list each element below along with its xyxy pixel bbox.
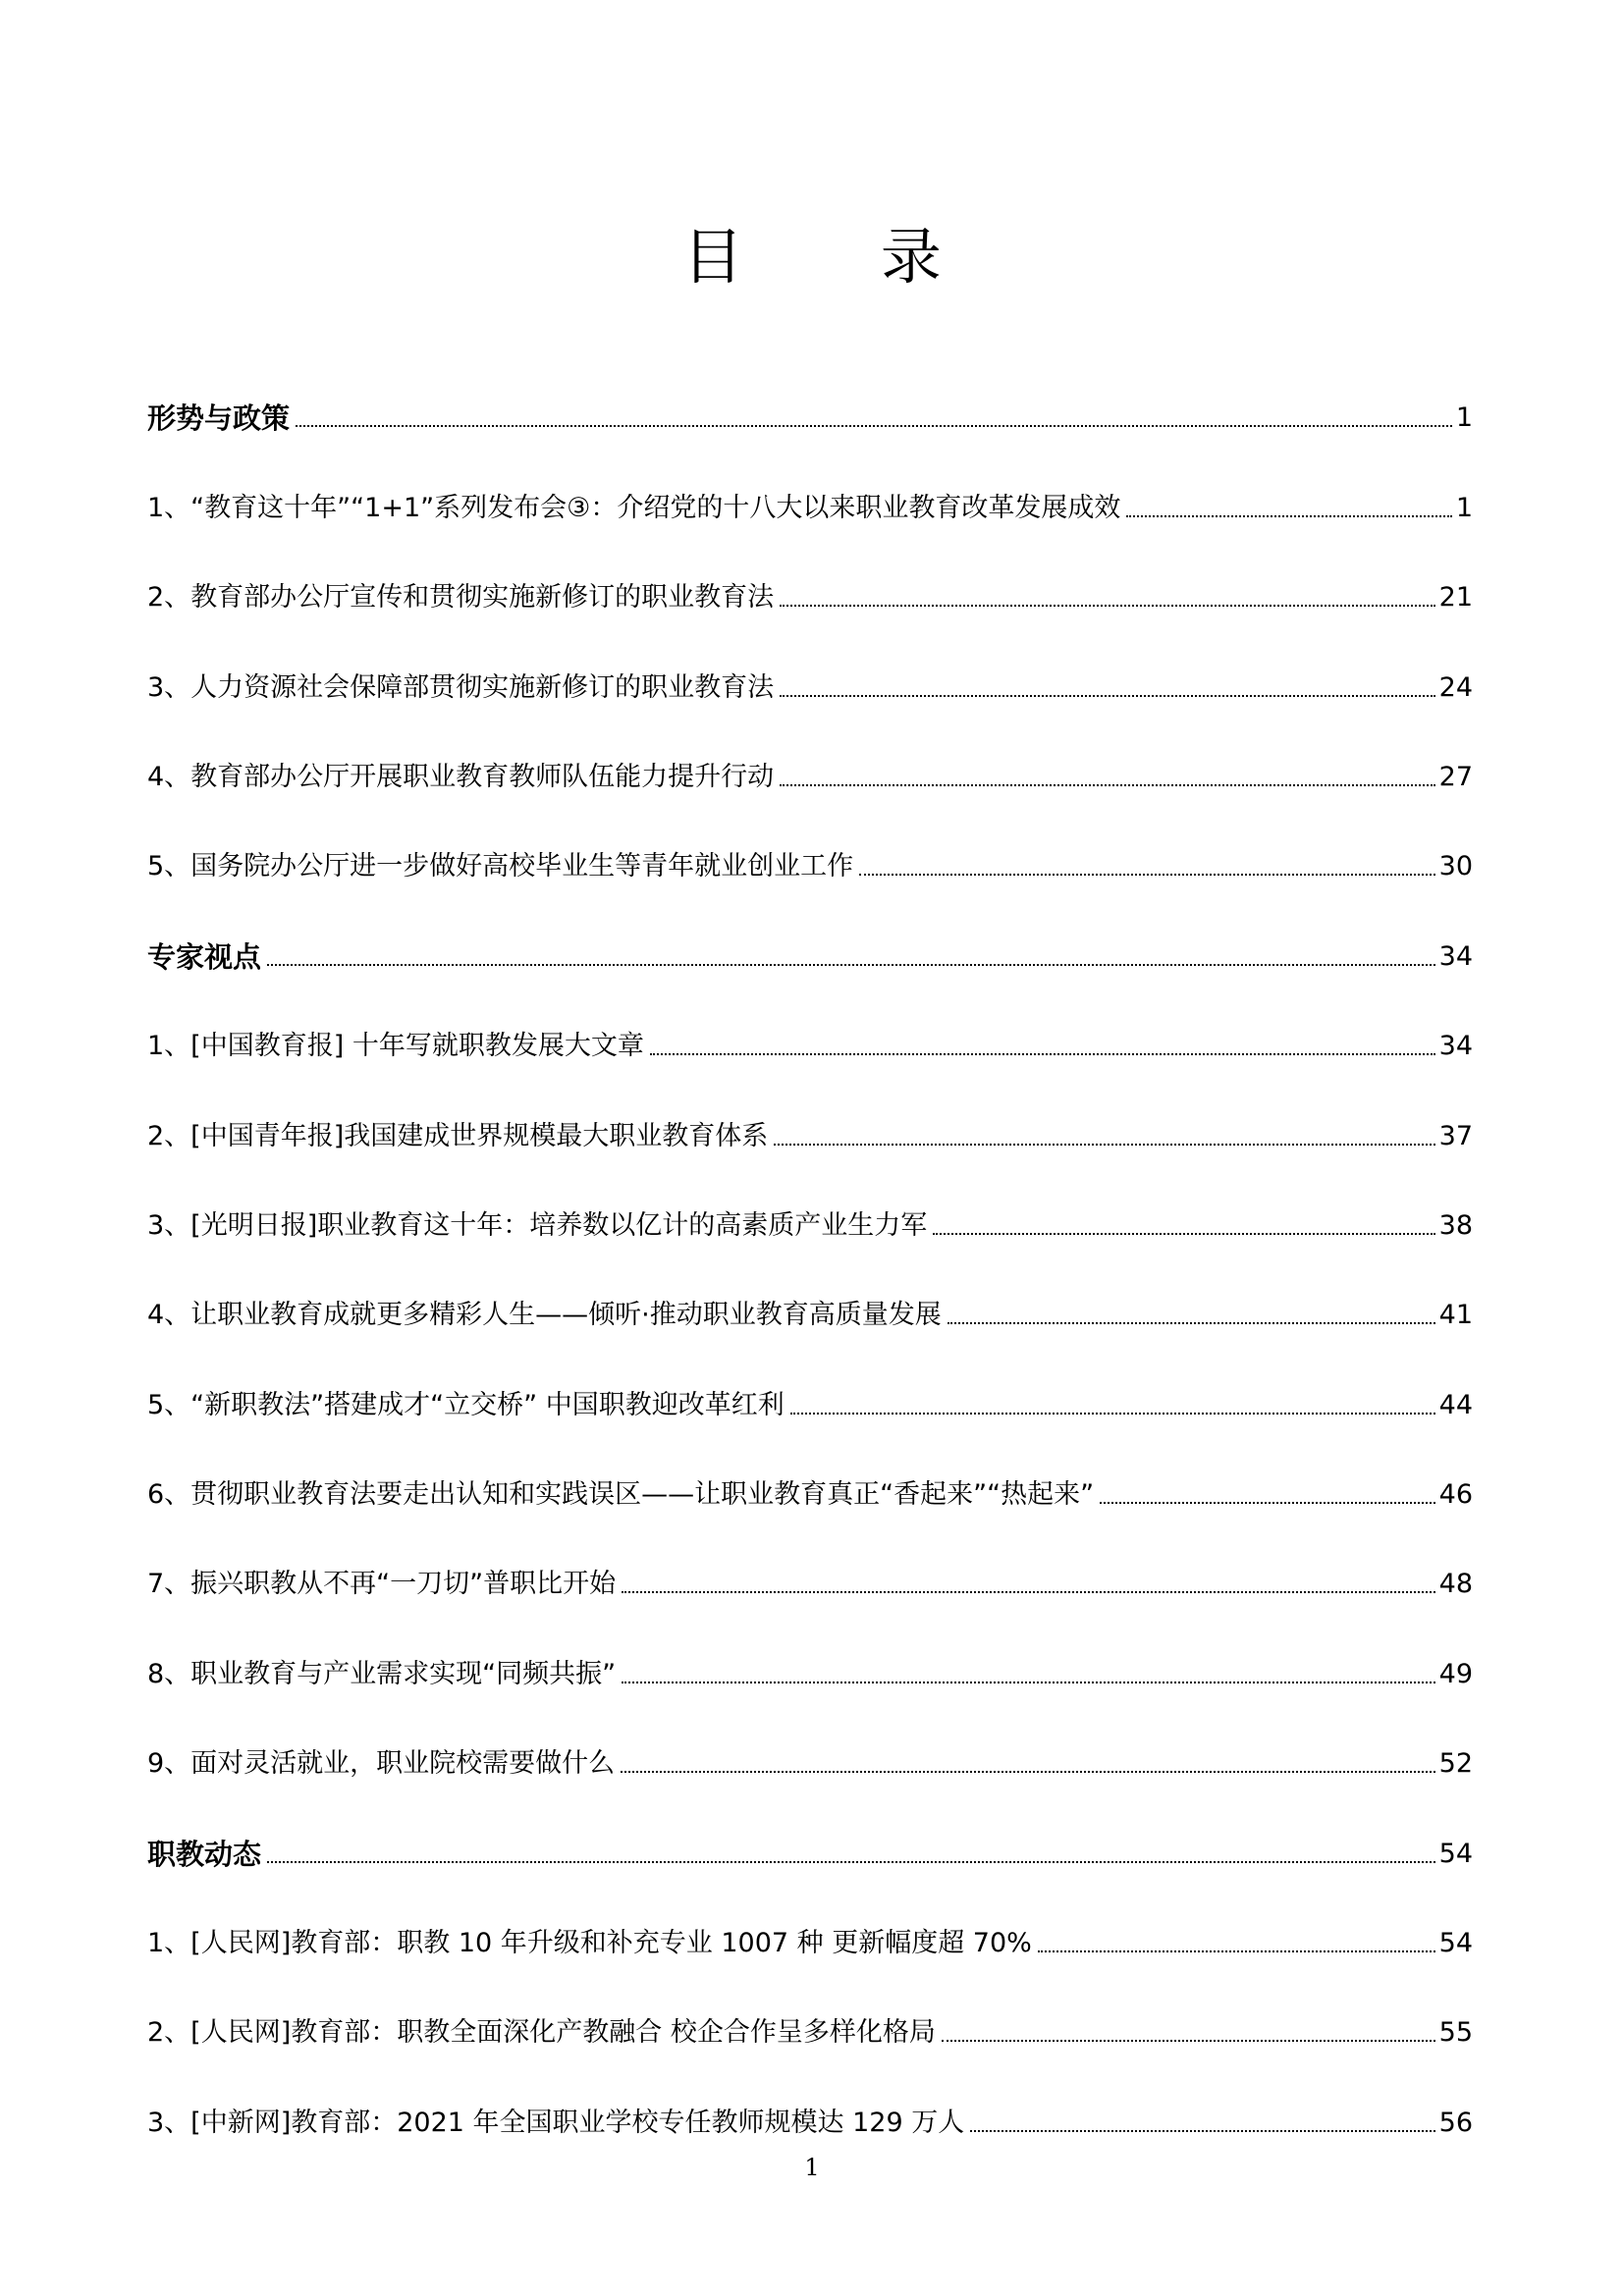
toc-entry-label: 2、[人民网]教育部：职教全面深化产教融合 校企合作呈多样化格局 [147,2017,936,2049]
dot-leader [933,1233,1435,1235]
toc-entry-page-number: 44 [1438,1389,1473,1420]
toc-entry-label: 2、[中国青年报]我国建成世界规模最大职业教育体系 [147,1120,769,1151]
toc-entry-page-number: 54 [1438,1928,1473,1959]
toc-section-heading[interactable] [147,1781,1473,1870]
toc-entry-label: 4、教育部办公厅开展职业教育教师队伍能力提升行动 [147,761,775,792]
dot-leader [622,1591,1435,1593]
toc-entry-page-number: 27 [1438,761,1473,792]
dot-leader [267,964,1435,966]
toc-entry[interactable] [147,1063,1473,1152]
toc-entry[interactable] [147,614,1473,704]
toc-entry-label: 形势与政策 [147,401,291,436]
toc-section-heading[interactable] [147,883,1473,973]
toc-entry-label: 3、[光明日报]职业教育这十年：培养数以亿计的高素质产业生力军 [147,1209,928,1241]
toc-entry-page-number: 49 [1438,1658,1473,1689]
toc-entry-page-number: 34 [1438,1031,1473,1062]
dot-leader [774,1144,1435,1146]
toc-entry-page-number: 30 [1438,851,1473,882]
toc-entry[interactable] [147,1871,1473,1960]
toc-entry-page-number: 1 [1455,402,1473,434]
dot-leader [650,1053,1435,1055]
dot-leader [859,874,1435,876]
toc-entry-label: 2、教育部办公厅宣传和贯彻实施新修订的职业教育法 [147,582,775,614]
toc-entry-page-number: 37 [1438,1120,1473,1151]
toc-entry-page-number: 56 [1438,2107,1473,2138]
toc-entry-page-number: 55 [1438,2017,1473,2049]
toc-entry[interactable] [147,794,1473,883]
toc-entry[interactable] [147,705,1473,794]
footer-page-number: 1 [804,2154,820,2181]
toc-entry-label: 3、人力资源社会保障部贯彻实施新修订的职业教育法 [147,671,775,703]
toc-entry-label: 7、振兴职教从不再“一刀切”普职比开始 [147,1569,617,1600]
dot-leader [970,2130,1435,2132]
toc-entry-page-number: 48 [1438,1569,1473,1600]
toc-entry[interactable] [147,1512,1473,1601]
toc-entry-page-number: 34 [1438,940,1473,972]
dot-leader [780,784,1435,786]
dot-leader [1126,515,1451,517]
toc-entry-page-number: 52 [1438,1748,1473,1780]
dot-leader [780,695,1435,697]
toc-section-heading[interactable] [147,346,1473,435]
toc-entry-label: 5、“新职教法”搭建成才“立交桥” 中国职教迎改革红利 [147,1389,785,1420]
page-title: 目 录 [682,221,1001,293]
toc-entry[interactable] [147,1422,1473,1512]
dot-leader [780,605,1435,607]
toc-entry-page-number: 46 [1438,1479,1473,1511]
dot-leader [942,2040,1435,2042]
dot-leader [267,1861,1435,1863]
toc-entry-label: 3、[中新网]教育部：2021 年全国职业学校专任教师规模达 129 万人 [147,2107,965,2138]
toc-entry[interactable] [147,525,1473,614]
toc-entry-page-number: 1 [1455,492,1473,523]
dot-leader [296,425,1452,427]
toc-entry[interactable] [147,1960,1473,2050]
dot-leader [947,1322,1435,1324]
toc-entry-label: 专家视点 [147,939,262,974]
toc-entry-label: 8、职业教育与产业需求实现“同频共振” [147,1658,617,1689]
dot-leader [1100,1502,1435,1504]
toc-entry[interactable] [147,974,1473,1063]
toc-entry-label: 1、[中国教育报] 十年写就职教发展大文章 [147,1031,644,1062]
dot-leader [622,1682,1435,1683]
toc-entry[interactable] [147,1243,1473,1332]
toc-entry-label: 9、面对灵活就业，职业院校需要做什么 [147,1748,616,1780]
toc-entry-page-number: 54 [1438,1838,1473,1869]
toc-entry[interactable] [147,1601,1473,1690]
toc-entry-label: 1、“教育这十年”“1+1”系列发布会③：介绍党的十八大以来职业教育改革发展成效 [147,492,1121,523]
toc-entry-page-number: 38 [1438,1209,1473,1241]
dot-leader [790,1413,1435,1415]
dot-leader [621,1771,1435,1773]
toc-entry-label: 4、让职业教育成就更多精彩人生——倾听·推动职业教育高质量发展 [147,1300,942,1331]
dot-leader [1038,1950,1435,1952]
toc-entry-page-number: 41 [1438,1300,1473,1331]
toc-entry-label: 职教动态 [147,1837,262,1871]
toc-entry[interactable] [147,2050,1473,2139]
toc-entry-label: 5、国务院办公厅进一步做好高校毕业生等青年就业创业工作 [147,851,854,882]
toc-entry[interactable] [147,1153,1473,1243]
toc-entry[interactable] [147,1332,1473,1421]
toc-entry[interactable] [147,1691,1473,1781]
toc-entry-page-number: 21 [1438,582,1473,614]
toc-entry-label: 6、贯彻职业教育法要走出认知和实践误区——让职业教育真正“香起来”“热起来” [147,1479,1095,1511]
toc-entry-page-number: 24 [1438,671,1473,703]
table-of-contents [147,346,1473,2140]
toc-entry-label: 1、[人民网]教育部：职教 10 年升级和补充专业 1007 种 更新幅度超 70% [147,1928,1032,1959]
toc-entry[interactable] [147,435,1473,524]
